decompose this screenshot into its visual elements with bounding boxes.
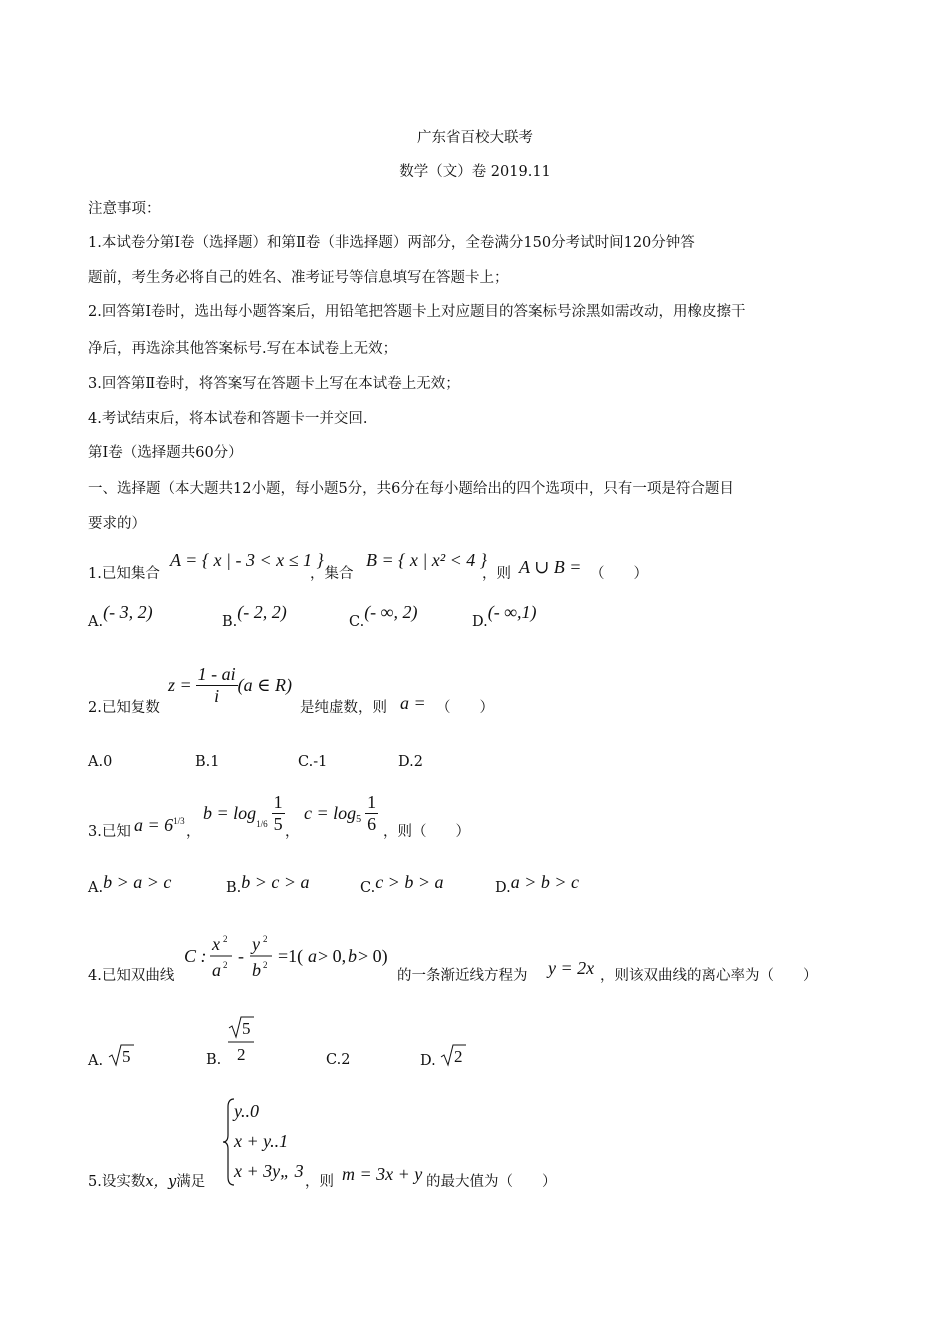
exam-subtitle: 数学（文）卷 2019.11 <box>399 164 551 180</box>
svg-text:5: 5 <box>121 1047 131 1066</box>
q3-option-d-value: a > b > c <box>510 872 580 892</box>
q3-b-arg-den: 5 <box>273 814 283 834</box>
svg-text:2: 2 <box>223 960 228 970</box>
notice-item-2-line-2: 净后，再选涂其他答案标号.写在本试卷上无效； <box>88 341 398 357</box>
q1-answer-paren: （ ） <box>590 566 648 582</box>
q4-option-c[interactable] <box>326 1052 350 1068</box>
svg-text:b: b <box>348 946 357 966</box>
q2-suffix: 是纯虚数，则 <box>300 700 387 716</box>
q1-stem <box>88 564 160 584</box>
q3-option-b-label: B. <box>226 880 242 896</box>
q3-b <box>203 792 285 835</box>
q3-option-b[interactable] <box>226 872 310 897</box>
q3-option-a[interactable] <box>88 872 172 897</box>
q2-formula <box>168 664 292 707</box>
q5-stem <box>88 1172 205 1192</box>
q4-option-d[interactable] <box>420 1042 466 1069</box>
q3-c-argument <box>365 792 378 835</box>
q4-option-b-sqrt5-over-2 <box>226 1015 256 1067</box>
svg-text:> 0,: > 0, <box>318 946 347 966</box>
svg-text:2: 2 <box>236 1045 246 1064</box>
q3-option-d-label: D. <box>495 880 511 896</box>
q4-equation-svg <box>184 930 396 982</box>
q2-fraction <box>196 664 238 707</box>
q2-option-d[interactable] <box>398 754 423 770</box>
svg-text:a: a <box>212 960 221 980</box>
q5-constraint-3: x + 3y„ 3 <box>234 1161 304 1181</box>
q1-option-b-label: B. <box>222 614 238 630</box>
q1-option-a[interactable] <box>88 602 153 631</box>
q5-constraint-1: y..0 <box>234 1101 259 1121</box>
q5-prefix: 5.设实数 <box>88 1174 146 1190</box>
q5-constraint-2: x + y..1 <box>234 1131 289 1151</box>
q4-option-d-sqrt2 <box>440 1042 466 1068</box>
q3-a-exponent: 1/3 <box>173 816 185 826</box>
q2-fraction-den: i <box>214 686 220 706</box>
q1-prefix: 1.已知集合 <box>88 566 160 582</box>
q3-b-arg-num: 1 <box>273 792 283 812</box>
section-instructions-line-2: 要求的） <box>88 516 146 532</box>
q1-option-a-value: (- 3, 2) <box>103 602 153 622</box>
q2-option-c-label: C. <box>298 754 314 770</box>
q1-option-a-label: A. <box>88 614 104 630</box>
q4-suffix: ，则该双曲线的离心率为（ ） <box>600 968 818 984</box>
q3-option-c[interactable] <box>360 872 444 897</box>
svg-text:> 0): > 0) <box>358 946 388 966</box>
svg-text:y: y <box>252 934 260 954</box>
q5-suffix: 的最大值为（ ） <box>426 1174 557 1190</box>
notice-heading: 注意事项： <box>88 201 161 217</box>
q4-asymptote: y = 2x <box>548 958 595 978</box>
q1-option-b-value: (- 2, 2) <box>237 602 287 622</box>
q3-option-d[interactable] <box>495 872 580 897</box>
section-instructions-line-1: 一、选择题（本大题共12小题，每小题5分，共6分在每小题给出的四个选项中，只有一项是符合题目 <box>88 481 734 497</box>
q2-option-b-value: 1 <box>210 754 220 770</box>
q3-a-base: a = 6 <box>134 815 174 835</box>
q2-option-c[interactable] <box>298 754 327 770</box>
q1-option-c-label: C. <box>349 614 365 630</box>
q1-option-c[interactable] <box>349 602 418 631</box>
q4-option-a[interactable] <box>88 1042 134 1069</box>
q3-a <box>134 815 185 836</box>
q2-option-c-value: -1 <box>313 754 328 770</box>
q5-expr: m = 3x + y <box>342 1164 423 1184</box>
q3-c-log: c = log <box>304 803 357 823</box>
q3-comma-2: ， <box>285 824 300 840</box>
q3-b-base: 1/6 <box>256 818 268 829</box>
q2-condition: (a ∈ R) <box>237 675 292 695</box>
q3-b-log: b = log <box>203 803 257 823</box>
q3-option-a-value: b > a > c <box>103 872 172 892</box>
q1-expr: A ∪ B = <box>519 557 582 577</box>
q4-prefix: 4.已知双曲线 <box>88 968 175 984</box>
notice-item-2-line-1: 2.回答第Ⅰ卷时，选出每小题答案后，用铅笔把答题卡上对应题目的答案标号涂黑如需改动，用橡皮擦干 <box>88 304 746 320</box>
svg-text:-: - <box>238 946 244 966</box>
q2-option-b[interactable] <box>195 754 220 770</box>
svg-text:a: a <box>308 946 317 966</box>
svg-text:=1(: =1( <box>278 946 304 966</box>
notice-item-1-line-2: 题前，考生务必将自己的姓名、准考证号等信息填写在答题卡上； <box>88 270 509 286</box>
q4-option-c-label: C. <box>326 1052 342 1068</box>
q1-mid: ，集合 <box>310 566 354 582</box>
svg-text:b: b <box>252 960 261 980</box>
q4-option-d-label: D. <box>420 1053 436 1069</box>
q3-c-arg-den: 6 <box>367 814 377 834</box>
svg-text:2: 2 <box>223 934 228 944</box>
part-1-heading: 第Ⅰ卷（选择题共60分） <box>88 445 243 461</box>
q2-option-d-label: D. <box>398 754 414 770</box>
q2-option-d-value: 2 <box>413 754 423 770</box>
q1-set-b: B = { x | x² < 4 } <box>366 550 488 570</box>
notice-item-4: 4.考试结束后，将本试卷和答题卡一并交回. <box>88 411 368 427</box>
q1-option-d-label: D. <box>472 614 488 630</box>
q5-satisfy: 满足 <box>176 1174 206 1190</box>
q2-answer-paren: （ ） <box>436 700 494 716</box>
q3-comma-1: ， <box>186 824 201 840</box>
svg-text:2: 2 <box>263 934 268 944</box>
q4-option-a-label: A. <box>88 1053 104 1069</box>
q5-mid: ，则 <box>305 1174 334 1190</box>
q1-option-c-value: (- ∞, 2) <box>364 602 418 622</box>
q2-fraction-num: 1 - ai <box>197 664 236 684</box>
q3-option-c-value: c > b > a <box>375 872 444 892</box>
q3-c <box>304 792 378 835</box>
q3-suffix: ，则（ ） <box>383 824 470 840</box>
q3-option-c-label: C. <box>360 880 376 896</box>
q4-option-b[interactable] <box>206 1015 256 1067</box>
q1-set-a: A = { x | - 3 < x ≤ 1 } <box>170 550 324 570</box>
q2-option-b-label: B. <box>195 754 211 770</box>
notice-item-1-line-1: 1.本试卷分第Ⅰ卷（选择题）和第Ⅱ卷（非选择题）两部分，全卷满分150分考试时间120分钟答 <box>88 235 695 251</box>
svg-text:C :: C : <box>184 946 207 966</box>
svg-text:2: 2 <box>263 960 268 970</box>
q4-option-b-label: B. <box>206 1052 222 1068</box>
q3-c-base: 5 <box>356 814 362 825</box>
q3-c-arg-num: 1 <box>367 792 377 812</box>
q1-option-d-value: (- ∞,1) <box>487 602 537 622</box>
q5-vars: x，y <box>145 1174 177 1190</box>
q2-option-a-value: 0 <box>103 754 113 770</box>
q1-option-d[interactable] <box>472 602 537 631</box>
q3-option-b-value: b > c > a <box>241 872 310 892</box>
q1-option-b[interactable] <box>222 602 287 631</box>
q2-z: z = <box>168 675 192 695</box>
q2-option-a[interactable] <box>88 754 112 770</box>
q4-option-a-sqrt5 <box>108 1042 134 1068</box>
q2-expr: a = <box>400 693 426 713</box>
svg-text:x: x <box>212 934 220 954</box>
q4-option-c-value: 2 <box>341 1052 351 1068</box>
q3-b-argument <box>272 792 285 835</box>
q4-mid: 的一条渐近线方程为 <box>397 968 528 984</box>
q3-prefix: 3.已知 <box>88 824 131 840</box>
notice-item-3: 3.回答第Ⅱ卷时，将答案写在答题卡上写在本试卷上无效； <box>88 376 460 392</box>
q1-suffix: ，则 <box>482 566 511 582</box>
exam-title: 广东省百校大联考 <box>417 130 533 146</box>
svg-text:2: 2 <box>454 1047 463 1066</box>
q4-hyperbola-equation <box>184 930 396 986</box>
svg-text:5: 5 <box>241 1019 251 1038</box>
q3-option-a-label: A. <box>88 880 104 896</box>
q2-option-a-label: A. <box>88 754 104 770</box>
q2-prefix: 2.已知复数 <box>88 700 160 716</box>
